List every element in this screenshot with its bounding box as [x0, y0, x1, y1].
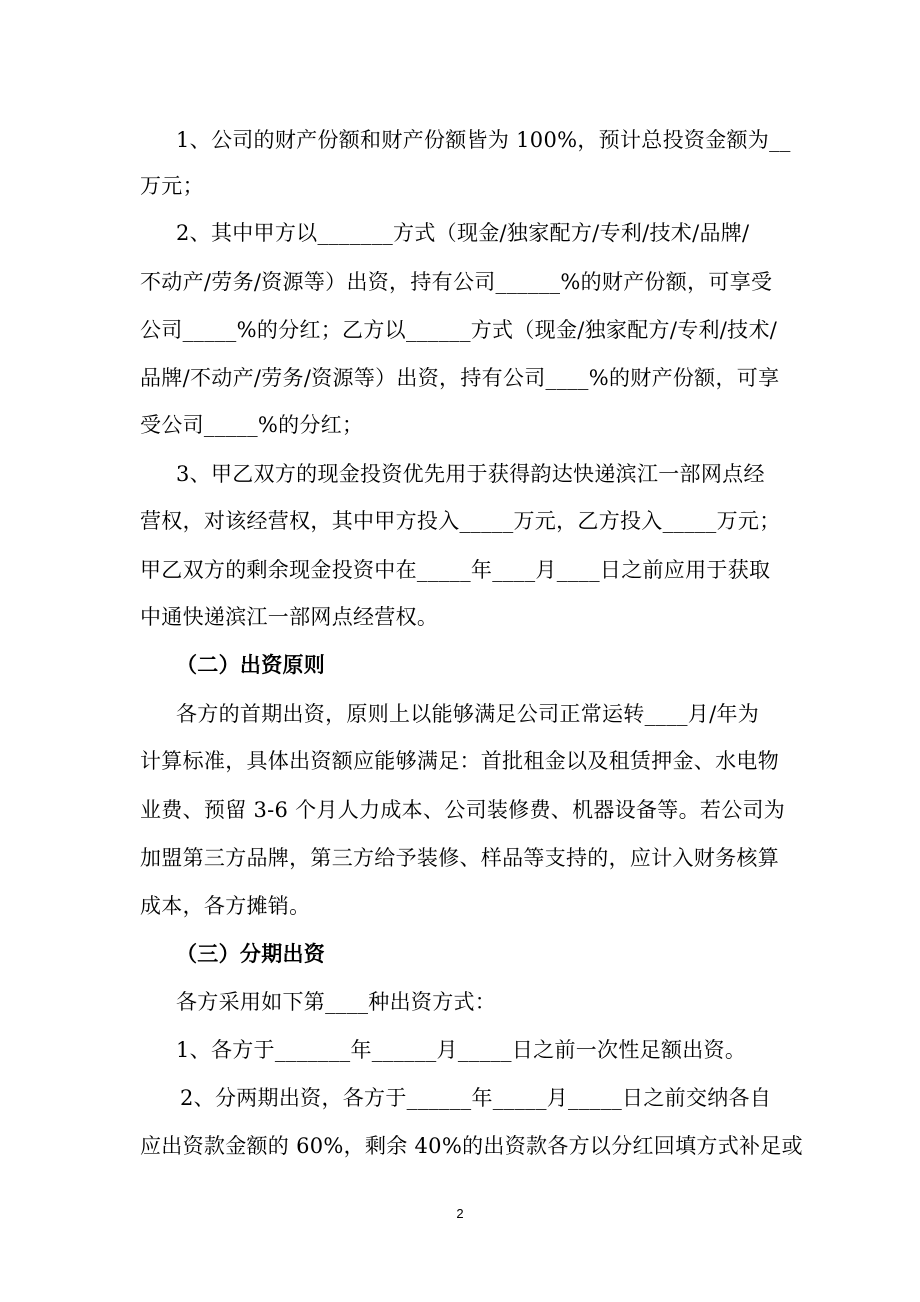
paragraph-line: 1、各方于_______年______月_____日之前一次性足额出资。	[176, 1038, 747, 1062]
paragraph-line: 应出资款金额的 60%，剩余 40%的出资款各方以分红回填方式补足或	[140, 1134, 803, 1158]
paragraph-line: 成本，各方摊销。	[140, 894, 311, 918]
paragraph-line: 1、公司的财产份额和财产份额皆为 100%，预计总投资金额为__	[176, 128, 791, 152]
paragraph-line: 业费、预留 3-6 个月人力成本、公司装修费、机器设备等。若公司为	[140, 798, 786, 822]
page-number: 2	[456, 1206, 464, 1221]
paragraph-line: 计算标准，具体出资额应能够满足：首批租金以及租赁押金、水电物	[140, 749, 779, 773]
paragraph-line: 2、其中甲方以_______方式（现金/独家配方/专利/技术/品牌/	[176, 221, 750, 245]
paragraph-line: 加盟第三方品牌，第三方给予装修、样品等支持的，应计入财务核算	[140, 846, 779, 870]
paragraph-line: 公司_____%的分红；乙方以______方式（现金/独家配方/专利/技术/	[140, 318, 778, 342]
paragraph-line: 2、分两期出资，各方于______年_____月_____日之前交纳各自	[180, 1086, 772, 1110]
paragraph-line: 甲乙双方的剩余现金投资中在_____年____月____日之前应用于获取	[140, 558, 771, 582]
paragraph-line: 各方采用如下第____种出资方式：	[176, 990, 497, 1014]
paragraph-line: 3、甲乙双方的现金投资优先用于获得韵达快递滨江一部网点经	[176, 462, 765, 486]
paragraph-line: 各方的首期出资，原则上以能够满足公司正常运转____月/年为	[176, 702, 760, 726]
paragraph-line: 受公司_____%的分红；	[140, 413, 364, 437]
paragraph-line: 中通快递滨江一部网点经营权。	[140, 605, 439, 629]
paragraph-line: 不动产/劳务/资源等）出资，持有公司______%的财产份额，可享受	[140, 270, 773, 294]
paragraph-line: 营权，对该经营权，其中甲方投入_____万元，乙方投入_____万元；	[140, 509, 781, 533]
paragraph-line: 万元；	[140, 174, 204, 198]
section-heading: （二）出资原则	[176, 653, 326, 677]
paragraph-line: 品牌/不动产/劳务/资源等）出资，持有公司____%的财产份额，可享	[140, 366, 780, 390]
section-heading: （三）分期出资	[176, 942, 326, 966]
